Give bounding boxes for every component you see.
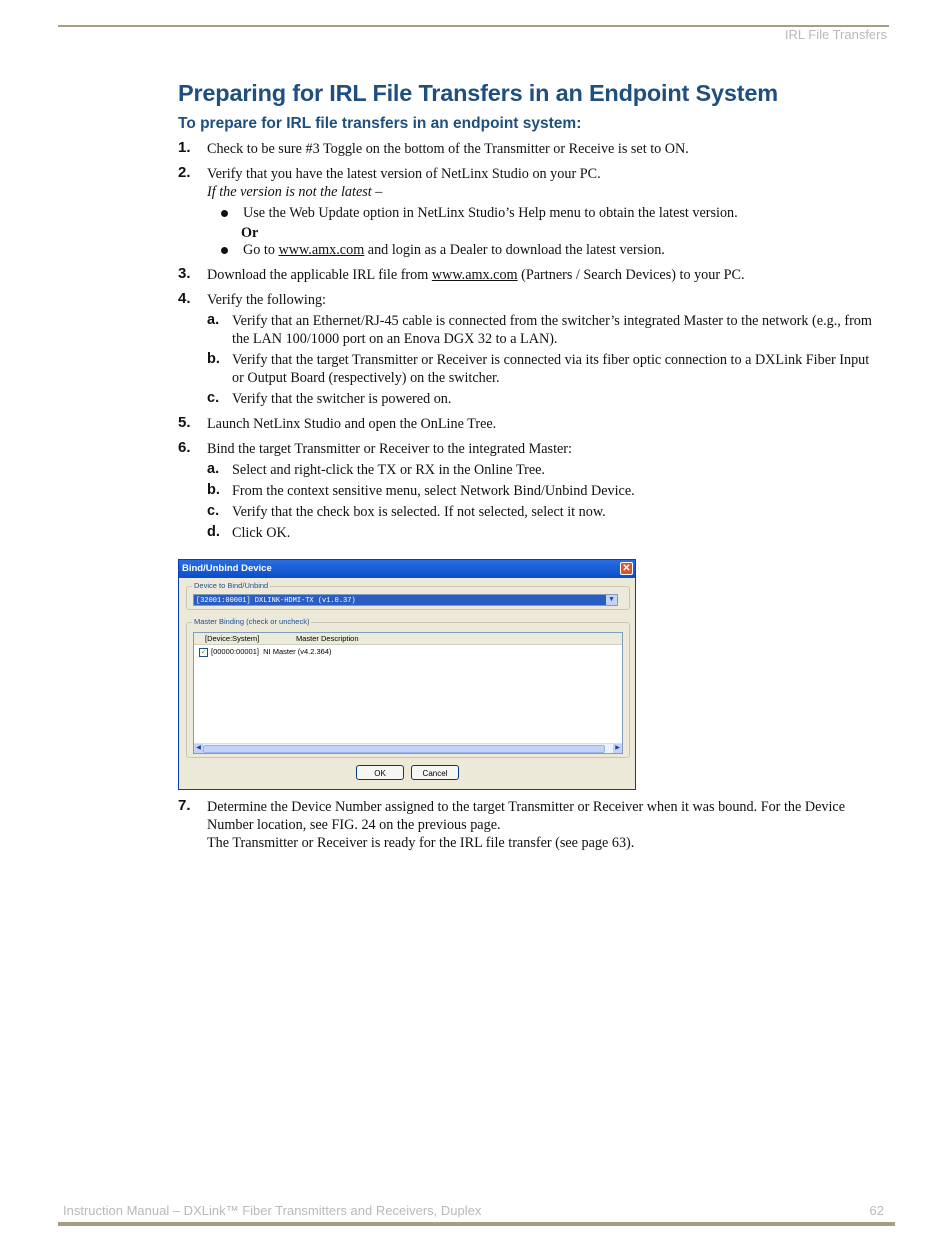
bullet-item [207,241,878,259]
cancel-button[interactable]: Cancel [411,765,459,780]
step-2 [178,165,878,259]
step-number: 5. [178,414,191,431]
dialog-titlebar [179,560,635,578]
close-icon[interactable]: ✕ [620,562,633,575]
list-item[interactable] [199,647,332,657]
substep-letter: b. [207,351,220,367]
bind-checkbox[interactable]: ✓ [200,648,207,656]
page-title: Preparing for IRL File Transfers in an Endpoint System [178,80,778,106]
substep-letter: b. [207,482,220,498]
step-number: 6. [178,439,191,456]
substep-letter: c. [207,390,220,406]
substep-text: Verify that the target Transmitter or Receiver is connected via its fiber optic connection to a DXLink Fiber Input or Output Board (respectively) on the switcher. [232,352,870,386]
bullet-icon [221,247,228,254]
bullet-text-pre: Go to [243,242,279,258]
scroll-right-icon[interactable]: ▶ [613,744,622,753]
step-text: Verify the following: [207,292,326,308]
device-select-value: [32001:00001] DXLINK-HDMI-TX (v1.0.37) [196,597,356,605]
substep-text: From the context sensitive menu, select Network Bind/Unbind Device. [232,483,635,499]
step-4 [178,291,878,408]
top-rule [58,25,889,27]
row-master: NI Master (v4.2.364) [263,647,332,656]
page-number: 62 [869,1203,884,1218]
step-text-post: (Partners / Search Devices) to your PC. [517,267,745,283]
step-result: The Transmitter or Receiver is ready for the IRL file transfer (see page 63). [207,835,635,851]
step-number: 2. [178,164,191,181]
bind-unbind-dialog [178,559,636,790]
page-content [178,80,878,542]
substep-text: Click OK. [232,525,291,541]
bullet-icon [221,210,228,217]
bottom-rule [58,1222,895,1226]
substep-6a [207,461,878,479]
step-number: 1. [178,139,191,156]
step-1 [178,140,878,158]
step-number: 7. [178,797,191,814]
or-separator: Or [241,225,259,241]
substep-text: Verify that the check box is selected. If not selected, select it now. [232,504,606,520]
step-text: Verify that you have the latest version of NetLinx Studio on your PC. [207,166,601,182]
list-header [194,633,622,645]
page-content-lower [178,798,878,852]
footer-title: Instruction Manual – DXLink™ Fiber Transmitters and Receivers, Duplex [63,1203,482,1218]
device-select[interactable] [193,594,618,606]
amx-link[interactable]: www.amx.com [431,267,518,283]
step-text-pre: Download the applicable IRL file from [207,267,432,283]
step-note: If the version is not the latest – [207,184,383,200]
substep-4a [207,312,878,348]
running-header: IRL File Transfers [784,27,887,42]
horizontal-scrollbar[interactable] [194,743,622,753]
procedure-heading: To prepare for IRL file transfers in an endpoint system: [178,115,582,132]
substep-4c [207,390,878,408]
step-6 [178,440,878,542]
step-number: 4. [178,290,191,307]
substep-4b [207,351,878,387]
step-text: Check to be sure #3 Toggle on the bottom of the Transmitter or Receive is set to ON. [207,141,689,157]
step-3 [178,266,878,284]
amx-link[interactable]: www.amx.com [278,242,365,258]
ok-button[interactable]: OK [356,765,404,780]
substep-text: Verify that the switcher is powered on. [232,391,452,407]
substep-6d [207,524,878,542]
step-5 [178,415,878,433]
substep-text: Verify that an Ethernet/RJ-45 cable is connected from the switcher’s integrated Master to the network (e.g., from the LAN 100/1000 port on an Enova DGX 32 to a LAN). [232,313,872,347]
device-group [186,581,630,610]
row-device: [00000:00001] [211,647,259,656]
column-header-device[interactable]: [Device:System] [205,634,260,643]
bullet-text-post: and login as a Dealer to download the latest version. [364,242,665,258]
scroll-thumb[interactable] [203,745,605,753]
bullet-item [207,204,878,222]
substep-letter: a. [207,312,220,328]
substep-6c [207,503,878,521]
master-binding-group [186,617,630,758]
substep-letter: d. [207,524,220,540]
step-text: Determine the Device Number assigned to the target Transmitter or Receiver when it was bound. For the Device Number location, see FIG. 24 on the previous page. [207,799,846,833]
substep-letter: c. [207,503,220,519]
step-text: Bind the target Transmitter or Receiver to the integrated Master: [207,441,572,457]
scroll-left-icon[interactable]: ◀ [194,744,203,753]
dialog-title: Bind/Unbind Device [182,563,272,574]
substep-text: Select and right-click the TX or RX in the Online Tree. [232,462,545,478]
chevron-down-icon[interactable]: ▼ [606,595,617,605]
step-text: Launch NetLinx Studio and open the OnLine Tree. [207,416,497,432]
device-group-label: Device to Bind/Unbind [194,581,269,590]
substep-letter: a. [207,461,220,477]
master-group-label: Master Binding (check or uncheck) [194,617,310,626]
bullet-text: Use the Web Update option in NetLinx Studio’s Help menu to obtain the latest version. [243,205,738,221]
master-list[interactable] [193,632,623,754]
substep-6b [207,482,878,500]
column-header-master[interactable]: Master Description [296,634,359,643]
step-7 [178,798,878,852]
step-number: 3. [178,265,191,282]
